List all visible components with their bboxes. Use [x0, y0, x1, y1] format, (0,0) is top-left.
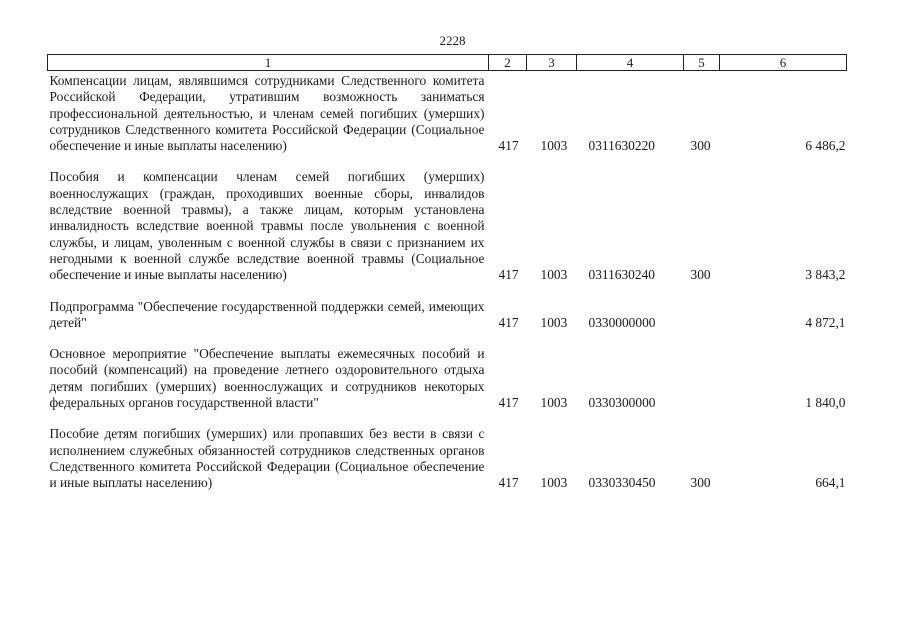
- row-amount: 4 872,1: [805, 314, 846, 330]
- table-row: [48, 71, 847, 170]
- row-admin-code: 417: [498, 314, 519, 330]
- row-admin-code: 417: [498, 395, 519, 411]
- row-description: Компенсации лицам, являвшимся сотрудниками Следственного комитета Российской Федерации, утратившим возможность заниматься профессиональной деятельностью, и членам семей погибших (умерших) сотрудников Следственного комитета Российской Федерации (Социальное обеспечение и иные выплаты населению): [49, 73, 485, 154]
- header-col-5: 5: [684, 55, 720, 71]
- row-amount: 664,1: [815, 475, 846, 491]
- row-description: Пособие детям погибших (умерших) или пропавших без вести в связи с исполнением служебных обязанностей сотрудников следственных органов Следственного комитета Российской Федерации (Социальное обеспечение и иные выплаты населению): [49, 426, 485, 491]
- row-amount: 6 486,2: [805, 138, 846, 154]
- header-col-4: 4: [577, 55, 684, 71]
- header-col-2: 2: [489, 55, 527, 71]
- row-amount: 3 843,2: [805, 267, 846, 283]
- row-section-code: 1003: [540, 138, 568, 154]
- header-col-3: 3: [527, 55, 577, 71]
- table-body: [48, 71, 847, 507]
- table-row: [48, 426, 847, 506]
- row-description: Пособия и компенсации членам семей погибших (умерших) военнослужащих (граждан, проходивших военные сборы, инвалидов вследствие военной травмы), а также лицам, которым установлена инвалидность вследствие военной травмы после увольнения с военной службы, и лицам, уволенным с военной службы в связи с признанием их негодными к военной службе вследствие военной травмы (Социальное обеспечение и иные выплаты населению): [49, 169, 485, 283]
- row-target-code: 0330330450: [588, 475, 656, 491]
- header-row: [48, 55, 847, 71]
- row-target-code: 0330000000: [588, 314, 656, 330]
- row-section-code: 1003: [540, 267, 568, 283]
- row-description: Основное мероприятие "Обеспечение выплаты ежемесячных пособий и пособий (компенсаций) на проведение летнего оздоровительного отдыха детям погибших (умерших) военнослужащих и сотрудников некоторых федеральных органов государственной власти": [49, 346, 485, 411]
- row-target-code: 0330300000: [588, 395, 656, 411]
- table-row: [48, 169, 847, 298]
- table-header: [48, 55, 847, 71]
- row-expense-type: 300: [690, 138, 711, 154]
- row-section-code: 1003: [540, 395, 568, 411]
- row-expense-type: [684, 299, 720, 347]
- row-admin-code: 417: [498, 138, 519, 154]
- row-section-code: 1003: [540, 475, 568, 491]
- row-target-code: 0311630220: [588, 138, 655, 154]
- row-admin-code: 417: [498, 267, 519, 283]
- table-row: [48, 346, 847, 426]
- row-amount: 1 840,0: [805, 395, 846, 411]
- row-expense-type: 300: [690, 267, 711, 283]
- row-section-code: 1003: [540, 314, 568, 330]
- row-admin-code: 417: [498, 475, 519, 491]
- row-expense-type: [684, 346, 720, 426]
- row-description: Подпрограмма "Обеспечение государственной поддержки семей, имеющих детей": [49, 298, 485, 330]
- table-row: [48, 299, 847, 347]
- header-col-1: 1: [48, 55, 489, 71]
- row-target-code: 0311630240: [588, 267, 655, 283]
- row-expense-type: 300: [690, 475, 711, 491]
- header-col-6: 6: [720, 55, 847, 71]
- page-number: 2228: [439, 33, 466, 48]
- budget-table: [47, 54, 847, 507]
